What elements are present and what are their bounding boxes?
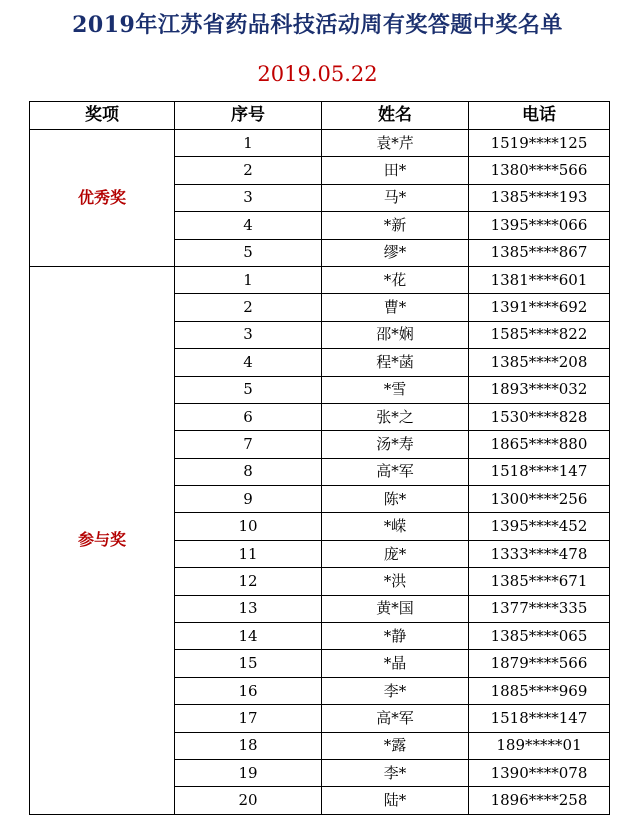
- phone-cell: 1300****256: [469, 486, 610, 513]
- name-cell: 庞*: [322, 540, 469, 567]
- index-cell: 3: [175, 321, 322, 348]
- phone-cell: 1391****692: [469, 294, 610, 321]
- page-title: 2019年江苏省药品科技活动周有奖答题中奖名单: [72, 12, 563, 38]
- index-cell: 12: [175, 568, 322, 595]
- phone-cell: 1519****125: [469, 130, 610, 157]
- name-cell: 黄*国: [322, 595, 469, 622]
- index-cell: 5: [175, 376, 322, 403]
- header-name: 姓名: [322, 102, 469, 130]
- index-cell: 10: [175, 513, 322, 540]
- index-cell: 17: [175, 705, 322, 732]
- name-cell: *洪: [322, 568, 469, 595]
- phone-cell: 1395****066: [469, 212, 610, 239]
- index-cell: 7: [175, 431, 322, 458]
- index-cell: 1: [175, 266, 322, 293]
- award-cell: 优秀奖: [30, 130, 175, 267]
- header-phone: 电话: [469, 102, 610, 130]
- header-award: 奖项: [30, 102, 175, 130]
- name-cell: 袁*芹: [322, 130, 469, 157]
- phone-cell: 1385****065: [469, 623, 610, 650]
- name-cell: 李*: [322, 759, 469, 786]
- name-cell: *嵘: [322, 513, 469, 540]
- name-cell: *静: [322, 623, 469, 650]
- header-index: 序号: [175, 102, 322, 130]
- name-cell: 马*: [322, 184, 469, 211]
- name-cell: 张*之: [322, 403, 469, 430]
- name-cell: 曹*: [322, 294, 469, 321]
- phone-cell: 1385****208: [469, 349, 610, 376]
- index-cell: 3: [175, 184, 322, 211]
- name-cell: 程*菡: [322, 349, 469, 376]
- name-cell: 汤*寿: [322, 431, 469, 458]
- phone-cell: 1380****566: [469, 157, 610, 184]
- phone-cell: 1385****867: [469, 239, 610, 266]
- name-cell: *露: [322, 732, 469, 759]
- table-row: [30, 130, 610, 157]
- phone-cell: 1518****147: [469, 705, 610, 732]
- phone-cell: 1865****880: [469, 431, 610, 458]
- winners-table: [29, 101, 610, 815]
- table-body: [30, 130, 610, 815]
- phone-cell: 1385****671: [469, 568, 610, 595]
- name-cell: 陆*: [322, 787, 469, 814]
- phone-cell: 1377****335: [469, 595, 610, 622]
- index-cell: 2: [175, 157, 322, 184]
- name-cell: 高*军: [322, 705, 469, 732]
- index-cell: 1: [175, 130, 322, 157]
- index-cell: 18: [175, 732, 322, 759]
- phone-cell: 189*****01: [469, 732, 610, 759]
- name-cell: *晶: [322, 650, 469, 677]
- table-header-row: [30, 102, 610, 130]
- phone-cell: 1885****969: [469, 677, 610, 704]
- index-cell: 6: [175, 403, 322, 430]
- index-cell: 8: [175, 458, 322, 485]
- phone-cell: 1879****566: [469, 650, 610, 677]
- index-cell: 5: [175, 239, 322, 266]
- phone-cell: 1585****822: [469, 321, 610, 348]
- name-cell: 缪*: [322, 239, 469, 266]
- name-cell: 田*: [322, 157, 469, 184]
- index-cell: 9: [175, 486, 322, 513]
- award-cell: 参与奖: [30, 266, 175, 814]
- phone-cell: 1385****193: [469, 184, 610, 211]
- phone-cell: 1530****828: [469, 403, 610, 430]
- index-cell: 20: [175, 787, 322, 814]
- index-cell: 4: [175, 349, 322, 376]
- phone-cell: 1896****258: [469, 787, 610, 814]
- list-date: 2019.05.22: [257, 62, 378, 86]
- index-cell: 14: [175, 623, 322, 650]
- name-cell: 陈*: [322, 486, 469, 513]
- phone-cell: 1395****452: [469, 513, 610, 540]
- table-row: [30, 266, 610, 293]
- name-cell: 邵*娴: [322, 321, 469, 348]
- phone-cell: 1893****032: [469, 376, 610, 403]
- name-cell: 高*军: [322, 458, 469, 485]
- phone-cell: 1381****601: [469, 266, 610, 293]
- name-cell: *新: [322, 212, 469, 239]
- index-cell: 2: [175, 294, 322, 321]
- index-cell: 13: [175, 595, 322, 622]
- phone-cell: 1333****478: [469, 540, 610, 567]
- index-cell: 4: [175, 212, 322, 239]
- index-cell: 11: [175, 540, 322, 567]
- phone-cell: 1390****078: [469, 759, 610, 786]
- name-cell: *雪: [322, 376, 469, 403]
- index-cell: 19: [175, 759, 322, 786]
- name-cell: *花: [322, 266, 469, 293]
- index-cell: 15: [175, 650, 322, 677]
- phone-cell: 1518****147: [469, 458, 610, 485]
- name-cell: 李*: [322, 677, 469, 704]
- index-cell: 16: [175, 677, 322, 704]
